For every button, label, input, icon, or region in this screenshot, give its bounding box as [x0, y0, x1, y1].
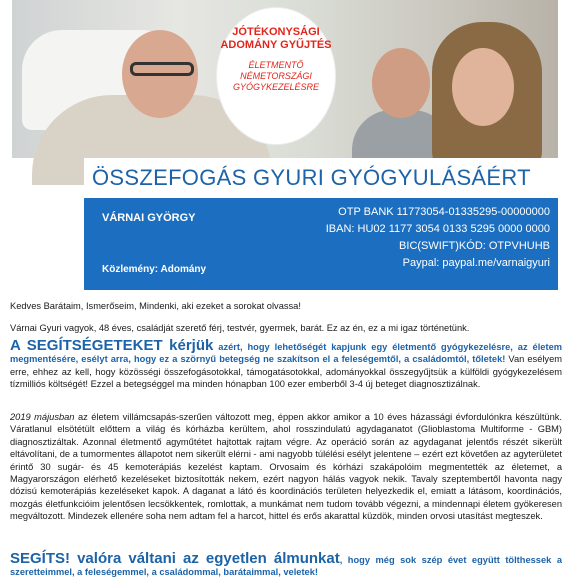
woman-head: [452, 48, 514, 126]
bank-details-box: [84, 198, 558, 290]
help-plain: Van esélyem erre, ehhez az kell, hogy közösségi összefogásotokkal, támogatásotokkal, adományokkal összegyűjtsük a külföldi gyógykezelésem tízmilliós költségét! Ezzel a betegséggel ma minden hónapban 100 ezer emberből 3-4 új beteget diagnosztizálnak.: [10, 354, 562, 390]
paypal-link[interactable]: Paypal: paypal.me/varnaigyuri: [402, 257, 550, 269]
bank-account: OTP BANK 11773054-01335295-00000000: [338, 206, 550, 218]
help-heading: A SEGÍTSÉGETEKET kérjük: [10, 337, 214, 354]
final-paragraph: [10, 550, 562, 579]
man-head: [372, 48, 430, 118]
story-paragraph: [10, 411, 562, 523]
bubble-title: JÓTÉKONYSÁGI ADOMÁNY GYŰJTÉS: [220, 26, 332, 51]
final-heading: SEGÍTS! valóra váltani az egyetlen álmunkat: [10, 550, 340, 567]
help-paragraph: [10, 337, 563, 391]
fundraising-bubble: [217, 8, 335, 144]
glasses: [130, 62, 194, 76]
greeting: Kedves Barátaim, Ismerőseim, Mindenki, aki ezeket a sorokat olvassa!: [10, 301, 301, 311]
account-holder: VÁRNAI GYÖRGY: [102, 212, 196, 224]
story-date: 2019 májusban: [10, 412, 75, 422]
story-text: az életem villámcsapás-szerűen változott meg, éppen akkor amikor a 10 éves házassági évfordulónkra készültünk. Váratlanul elsötétült előttem a világ és kórházba kerültem, ahol rosszindulatú agydaganatot (Glioblastoma Multiforme - GBM) diagnosztizáltak. Azonnal életmentő agyműtétet hajtottak rajtam végre. Az operáció során az agydaganat jelentős részét sikerült eltávolítani, de a tumormentes állapotot nem sikerült elérni - ami nagyobb túlélési esélyt jelentene – ezért ezt követően az agyterületet érintő 30 sugár- és 45 kemoterápiás kezelést kaptam. Orvosaim és kórházi szakápolóim megmentették az életemet, a Magyarországon elérhető kezeléseket biztosították nekem, ezért nagyon hálás vagyok nekik. Tavaly szeptembertől havonta nagy dózisú kemoterápiás kezeléseket kapok. A daganat a látó és koordinációs területen helyezkedik el, emiatt a látásom, koordinációs, mozgás életfunkcióim jelentősen lecsökkentek, romlottak, a munkámat nem tudom tovább végezni, a mindennapi életem gyökeresen megváltozott. Mindezek ellenére soha nem adtam fel a harcot, hittel és erős akarattal küzdök, minden orvosi utasítást megteszek.: [10, 412, 562, 522]
help-bold: azért, hogy lehetőségét kapjunk egy életmentő gyógykezelésre, az életem megmentésére, esélyt arra, hogy ez a szörnyű betegség ne szakítson el a feleségemtől, a családomtól, tőletek!: [10, 342, 563, 365]
bubble-subtitle: ÉLETMENTŐ NÉMETORSZÁGI GYÓGYKEZELÉSRE: [232, 60, 320, 92]
iban: IBAN: HU02 1177 3054 0133 5295 0000 0000: [325, 223, 550, 235]
campaign-title: ÖSSZEFOGÁS GYURI GYÓGYULÁSÁÉRT: [92, 165, 531, 190]
intro: Várnai Gyuri vagyok, 48 éves, családját szerető férj, testvér, gyermek, barát. Ez az én, ez a mi igaz történetünk.: [10, 323, 470, 333]
banner: [12, 0, 558, 290]
final-rest: , hogy még sok szép évet együtt tölthessek a szeretteimmel, a feleségemmel, a családommal, barátaimmal, veletek!: [10, 555, 562, 578]
bic-code: BIC(SWIFT)KÓD: OTPVHUHB: [399, 240, 550, 252]
transfer-note: Közlemény: Adomány: [102, 264, 207, 275]
banner-photo: [12, 0, 558, 158]
title-strip: [84, 158, 558, 198]
